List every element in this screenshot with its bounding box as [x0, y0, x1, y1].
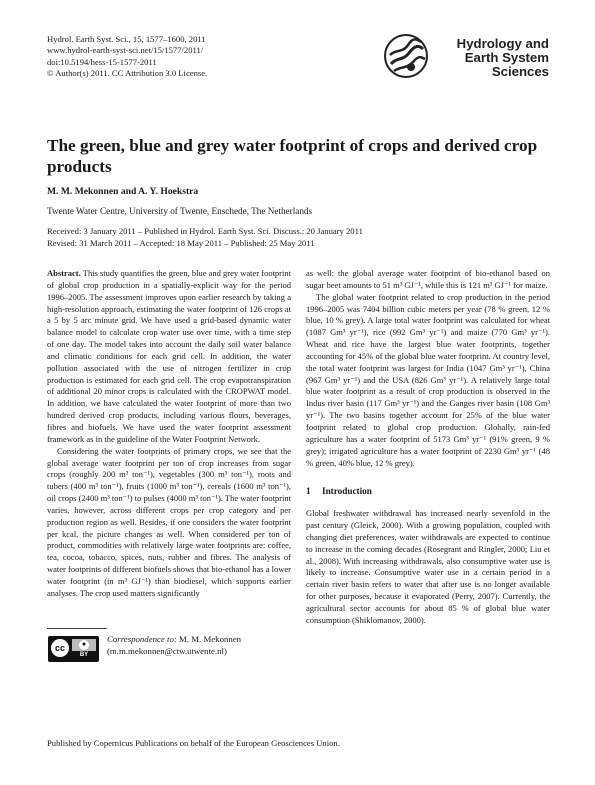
- section-number: 1: [306, 486, 311, 497]
- dates-line-1: Received: 3 January 2011 – Published in Hydrol. Earth Syst. Sci. Discuss.: 20 January 2011: [47, 226, 363, 236]
- copyright: © Author(s) 2011. CC Attribution 3.0 License.: [47, 68, 208, 79]
- introduction-paragraph-1: Global freshwater withdrawal has increased nearly sevenfold in the past century (Gleick, 2000). With a growing population, coupled with changing diet preferences, water withdrawals are expected to continue to increase in the coming decades (Rosegrant and Ringler, 2000; Liu et al., 2008). With increasing withdrawals, also consumptive water use is likely to increase. Consumptive water use in a certain period in a certain river basin refers to water that after use is no longer available for other purposes, because it evaporated (Perry, 2007). Currently, the agricultural sector accounts for about 85 % of global blue water consumption (Shiklomanov, 2000).: [306, 508, 550, 625]
- logo-wordmark: [457, 37, 549, 79]
- correspondence-email[interactable]: (m.m.mekonnen@ctw.utwente.nl): [107, 646, 227, 656]
- hess-logo-icon: [381, 31, 437, 87]
- logo-line-3: Sciences: [491, 64, 549, 79]
- abstract-label: Abstract.: [47, 268, 81, 278]
- person-icon: ●: [79, 640, 89, 650]
- attribution-icon: [72, 639, 96, 659]
- journal-url[interactable]: www.hydrol-earth-syst-sci.net/15/1577/2011/: [47, 45, 204, 56]
- affiliation: Twente Water Centre, University of Twente, Enschede, The Netherlands: [47, 206, 313, 216]
- correspondence: [107, 633, 241, 657]
- section-title: Introduction: [322, 486, 372, 497]
- publication-dates: [47, 226, 363, 250]
- abstract-paragraph-1: [47, 268, 291, 446]
- cc-icon: cc: [51, 639, 69, 657]
- left-column: [47, 268, 291, 600]
- journal-logo: [381, 31, 549, 87]
- abstract-text-1: This study quantifies the green, blue and grey water footprint of global crop production in a spatially-explicit way for the period 1996–2005. The assessment improves upon earlier research by taking a high-resolution approach, estimating the water footprint of 126 crops at a 5 by 5 arc minute grid. We have used a grid-based dynamic water balance model to calculate crop water use over time, with a time step of one day. The model takes into account the daily soil water balance and climatic conditions for each grid cell. In addition, the water pollution associated with the use of nitrogen fertilizer in crop production is estimated for each grid cell. The crop evapotranspiration of additional 20 minor crops is calculated with the CROPWAT model. In addition, we have calculated the water footprint of more than two hundred derived crop products, including various flours, beverages, fibres and biofuels. We have used the water footprint assessment framework as in the guideline of the Water Footprint Network.: [47, 268, 291, 444]
- dates-line-2: Revised: 31 March 2011 – Accepted: 18 May 2011 – Published: 25 May 2011: [47, 237, 315, 248]
- article-title: The green, blue and grey water footprint of crops and derived crop products: [47, 136, 538, 176]
- journal-header: [47, 34, 207, 80]
- logo-line-1: Hydrology and: [456, 36, 549, 51]
- by-label: BY: [72, 651, 96, 659]
- correspondence-label: Correspondence to:: [107, 634, 177, 644]
- abstract-paragraph-2-continued: as well: the global average water footprint of bio-ethanol based on sugar beet amounts to 51 m³ GJ⁻¹, while this is 121 m³ GJ⁻¹ for maize.: [306, 268, 550, 290]
- correspondence-name: M. M. Mekonnen: [179, 634, 242, 644]
- abstract-paragraph-2: Considering the water footprints of primary crops, we see that the global average water footprint per ton of crop increases from sugar crops (roughly 200 m³ ton⁻¹), vegetables (300 m³ ton⁻¹), roots and tubers (400 m³ ton⁻¹), fruits (1000 m³ ton⁻¹), cereals (1600 m³ ton⁻¹), oil crops (2400 m³ ton⁻¹) to pulses (4000 m³ ton⁻¹). The water footprint varies, however, across different crops per crop category and per production region as well. Besides, if one considers the water footprint per kcal, the picture changes as well. When considered per ton of product, commodities with relatively large water footprints are: coffee, tea, cocoa, tobacco, spices, nuts, rubber and fibres. The analysis of water footprints of different biofuels shows that bio-ethanol has a lower water footprint (in m³ GJ⁻¹) than biodiesel, which supports earlier analyses. The crop used matters significantly: [47, 445, 291, 598]
- journal-citation: Hydrol. Earth Syst. Sci., 15, 1577–1600, 2011: [47, 34, 206, 44]
- right-column: [306, 268, 550, 627]
- section-heading-introduction: [306, 486, 550, 498]
- authors: M. M. Mekonnen and A. Y. Hoekstra: [47, 186, 199, 197]
- cc-license-badge[interactable]: [48, 636, 99, 662]
- publisher-footer: Published by Copernicus Publications on behalf of the European Geosciences Union.: [47, 738, 340, 748]
- footnote-divider: [47, 628, 107, 629]
- abstract-paragraph-3: The global water footprint related to crop production in the period 1996–2005 was 7404 billion cubic meters per year (78 % green, 12 % blue, 10 % grey). A large total water footprint was calculated for wheat (1087 Gm³ yr⁻¹), rice (992 Gm³ yr⁻¹) and maize (770 Gm³ yr⁻¹). Wheat and rice have the largest blue water footprints, together accounting for 45% of the global blue water footprint. At country level, the total water footprint was largest for India (1047 Gm³ yr⁻¹), China (967 Gm³ yr⁻¹) and the USA (826 Gm³ yr⁻¹). A relatively large total blue water footprint as a result of crop production is observed in the Indus river basin (117 Gm³ yr⁻¹) and the Ganges river basin (108 Gm³ yr⁻¹). The two basins together account for 25% of the blue water footprint related to global crop production. Globally, rain-fed agriculture has a water footprint of 5173 Gm³ yr⁻¹ (91% green, 9 % grey); irrigated agriculture has a water footprint of 2230 Gm³ yr⁻¹ (48 % green, 40% blue, 12 % grey).: [306, 291, 550, 468]
- logo-line-2: Earth System: [464, 50, 549, 65]
- doi[interactable]: doi:10.5194/hess-15-1577-2011: [47, 56, 157, 67]
